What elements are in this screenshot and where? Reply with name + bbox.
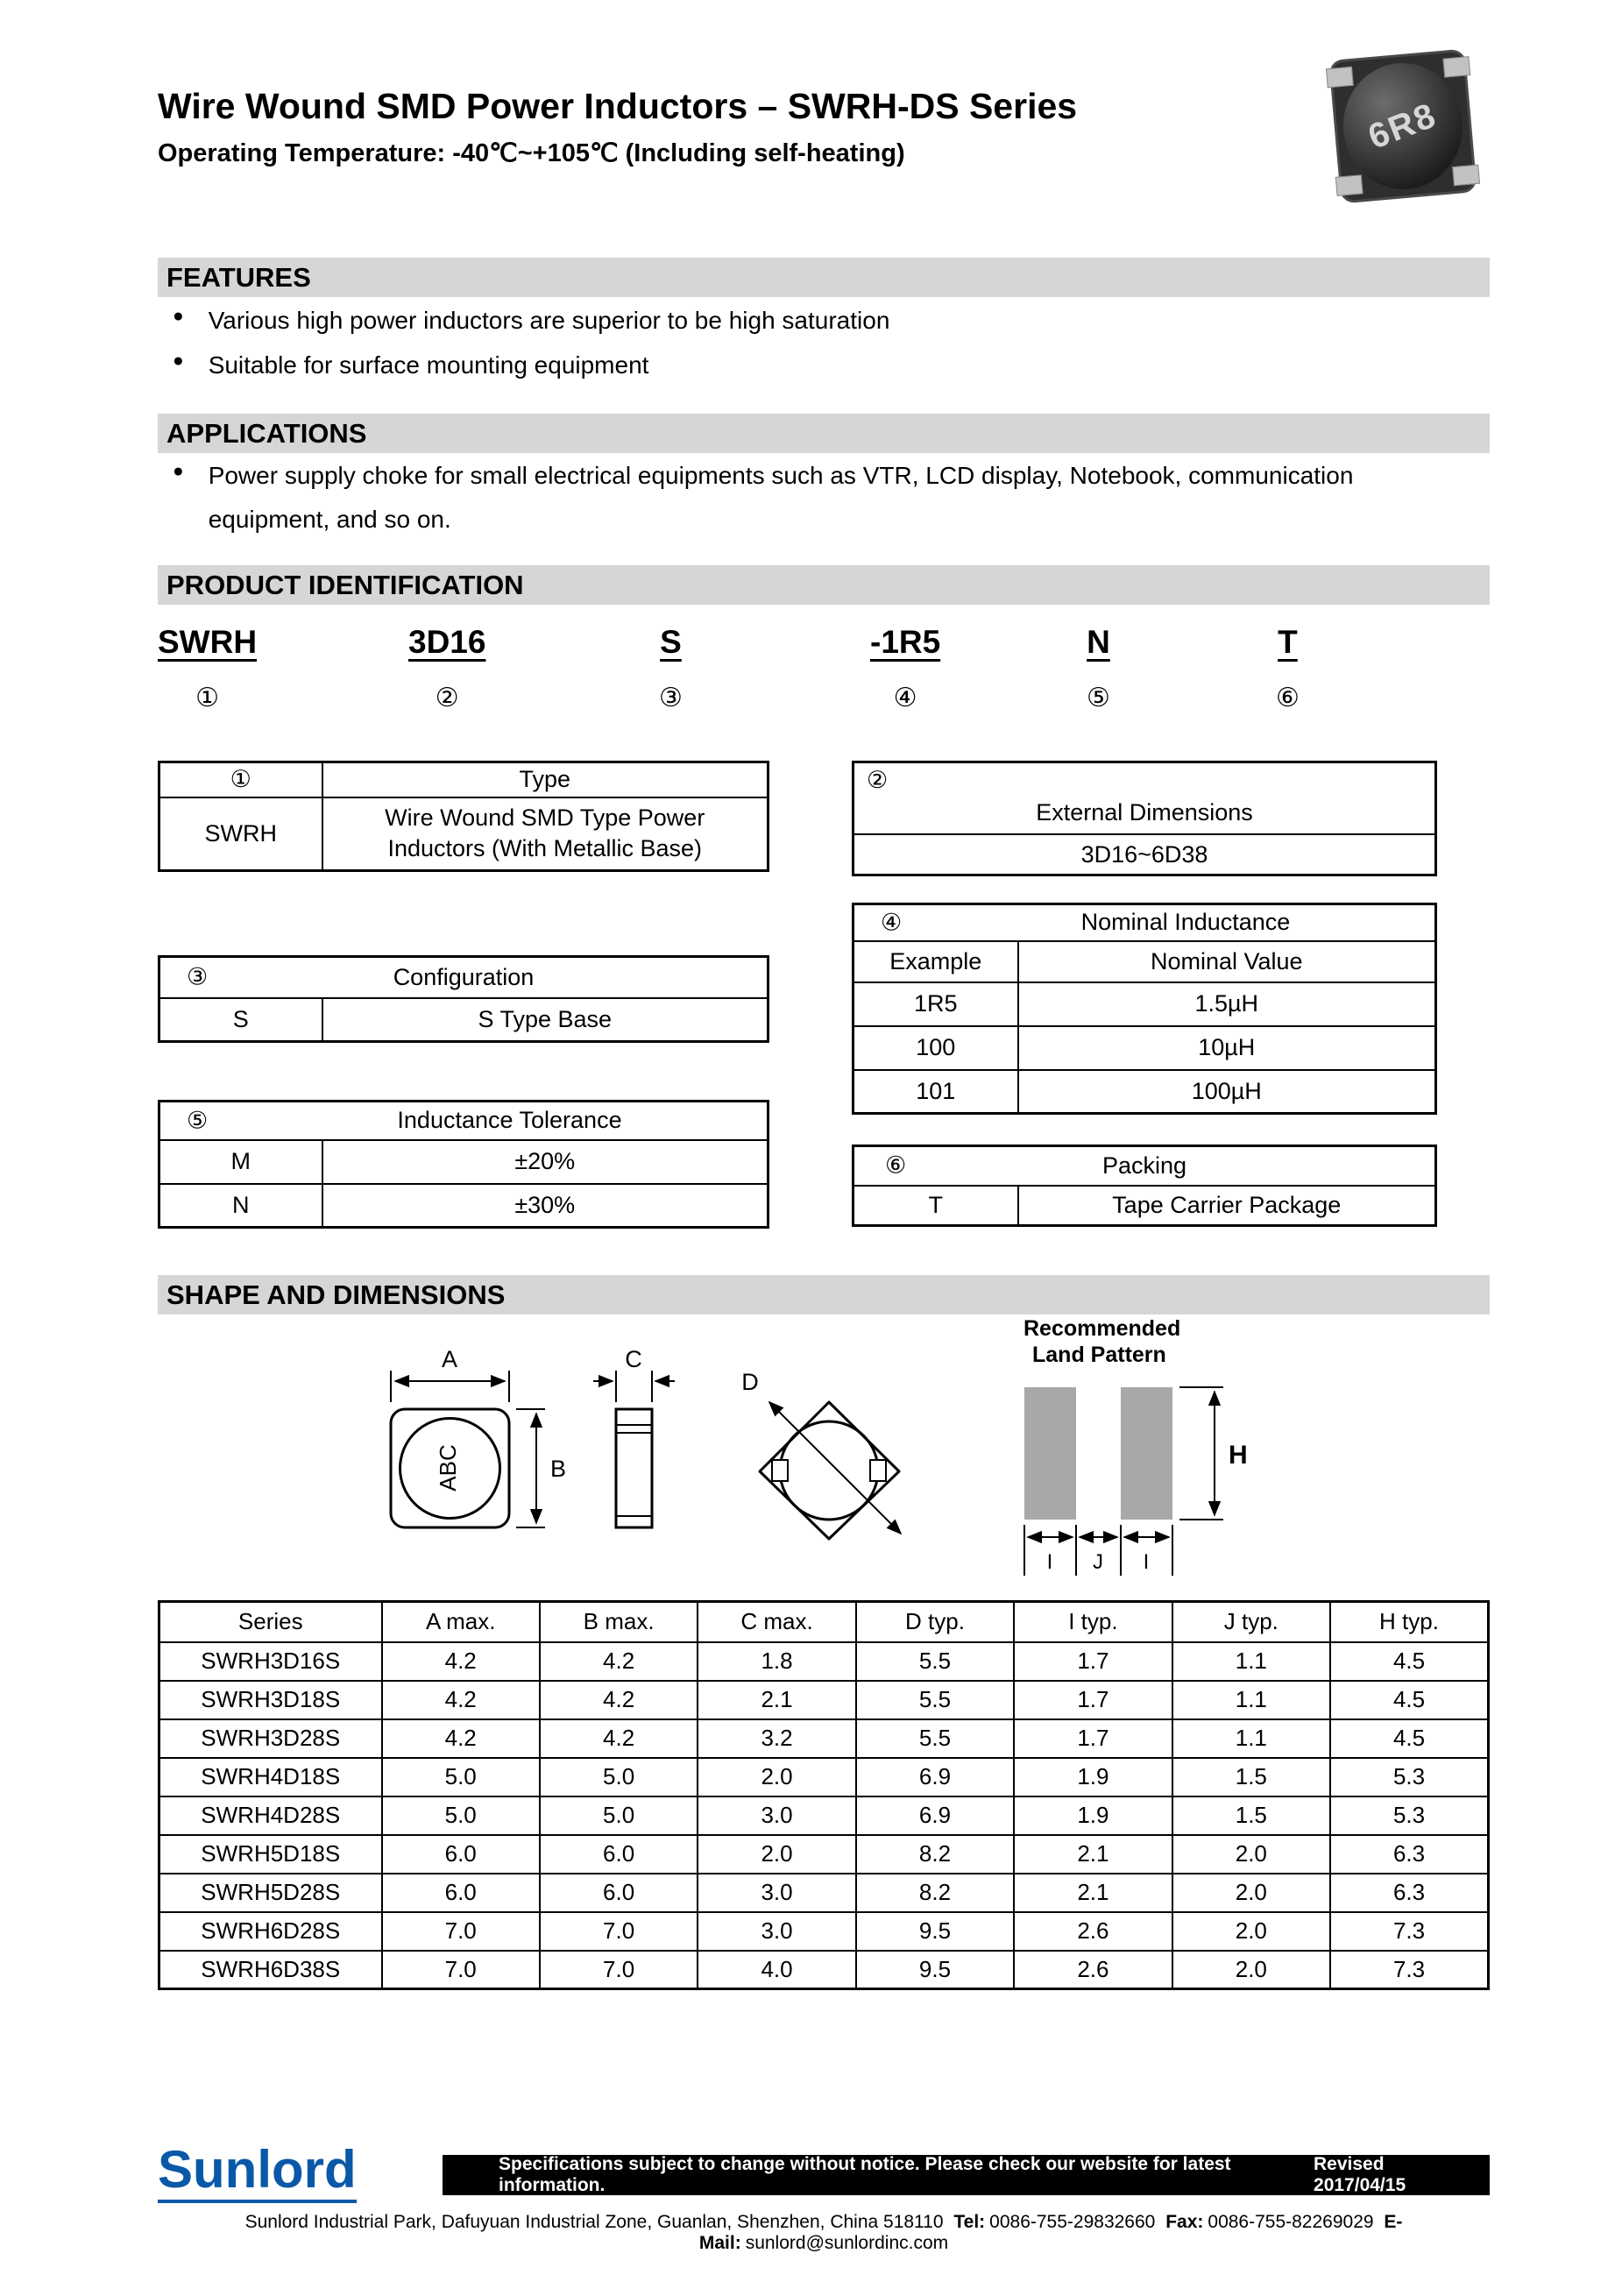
cell: 5.0 — [382, 1758, 540, 1796]
cell: 5.0 — [540, 1796, 698, 1835]
cell: 1.9 — [1014, 1796, 1172, 1835]
cell: 1.8 — [698, 1642, 855, 1681]
cell: 2.0 — [1172, 1951, 1330, 1989]
cell: 2.6 — [1014, 1951, 1172, 1989]
cell: 2.0 — [698, 1835, 855, 1874]
code-part — [158, 624, 257, 713]
col-header: B max. — [540, 1602, 698, 1642]
tel-number: 0086-755-29832660 — [989, 2212, 1156, 2232]
cell-code: 100 — [853, 1026, 1018, 1070]
fax-number: 0086-755-82269029 — [1208, 2212, 1374, 2232]
land-pattern-pads — [1024, 1387, 1172, 1520]
cell: 1.7 — [1014, 1719, 1172, 1758]
footer-notice: Specifications subject to change without notice. Please check our website for latest information. — [499, 2154, 1231, 2195]
cell-code: M — [159, 1140, 322, 1184]
cell-code: T — [853, 1186, 1018, 1226]
cell: 4.2 — [382, 1719, 540, 1758]
cell: 6.9 — [856, 1796, 1014, 1835]
cell: 1.7 — [1014, 1642, 1172, 1681]
packing-title: Packing — [1101, 1152, 1187, 1179]
code-mark-icon: ⑥ — [1276, 683, 1300, 712]
code-part — [1087, 624, 1110, 713]
table-row — [159, 1719, 1489, 1758]
cell: 2.0 — [1172, 1835, 1330, 1874]
cell: 4.5 — [1330, 1719, 1488, 1758]
cell: 5.0 — [382, 1796, 540, 1835]
inductor-marking: 6R8 — [1363, 95, 1442, 157]
code-mark-icon: ④ — [893, 683, 917, 712]
photo-terminal — [1442, 56, 1470, 78]
application-text: Power supply choke for small electrical equipments such as VTR, LCD display, Notebook, communication equipment, and so on. — [208, 462, 1354, 534]
tel-label: Tel: — [953, 2212, 986, 2232]
table-row — [853, 941, 1436, 982]
dim-a-lines — [391, 1371, 509, 1402]
sunlord-logo: Sunlord — [158, 2142, 357, 2203]
cell: 6.0 — [540, 1835, 698, 1874]
code-part — [408, 624, 485, 713]
code-part — [870, 624, 940, 713]
feature-text: Various high power inductors are superior to be high saturation — [208, 307, 890, 334]
cell-series: SWRH6D28S — [159, 1912, 382, 1951]
cell: 4.5 — [1330, 1642, 1488, 1681]
features-heading-banner — [158, 258, 1490, 297]
table-row — [853, 982, 1436, 1026]
cell: 5.5 — [856, 1642, 1014, 1681]
applications-heading: APPLICATIONS — [166, 417, 367, 449]
cell: 2.1 — [1014, 1874, 1172, 1912]
footer-address — [158, 2212, 1490, 2254]
cell: 7.0 — [382, 1951, 540, 1989]
dim-d-label: D — [741, 1369, 759, 1395]
photo-terminal — [1452, 165, 1480, 187]
photo-terminal — [1335, 174, 1363, 196]
cell: 2.1 — [1014, 1835, 1172, 1874]
cell-code: S — [159, 998, 322, 1042]
cell: 7.3 — [1330, 1951, 1488, 1989]
col-header: A max. — [382, 1602, 540, 1642]
land-pattern-label-line1: Recommended — [1023, 1316, 1181, 1341]
dim-b-label: B — [550, 1456, 567, 1482]
configuration-table — [158, 955, 769, 1043]
table-row — [159, 797, 769, 871]
cell-series: SWRH5D18S — [159, 1835, 382, 1874]
packing-mark: ⑥ — [885, 1152, 907, 1179]
table-row — [159, 1758, 1489, 1796]
cell: 3.2 — [698, 1719, 855, 1758]
table-row — [159, 957, 769, 998]
type-table-title: Type — [322, 762, 769, 797]
dim-i1-label: I — [1046, 1550, 1053, 1574]
dim-a-label: A — [441, 1346, 458, 1372]
cell: 7.0 — [540, 1912, 698, 1951]
cell-series: SWRH3D28S — [159, 1719, 382, 1758]
inductor-body — [1338, 58, 1468, 194]
cell: 5.5 — [856, 1681, 1014, 1719]
configuration-mark: ③ — [187, 963, 209, 990]
cell: 6.0 — [540, 1874, 698, 1912]
marking-text: ABC — [434, 1444, 461, 1492]
feature-item — [173, 299, 889, 343]
code-mark-icon: ① — [195, 683, 219, 712]
cell: 2.0 — [698, 1758, 855, 1796]
cell: 2.6 — [1014, 1912, 1172, 1951]
cell: 1.7 — [1014, 1681, 1172, 1719]
cell-code: 1R5 — [853, 982, 1018, 1026]
table-row — [159, 1951, 1489, 1989]
cell: 7.3 — [1330, 1912, 1488, 1951]
cell: 3.0 — [698, 1912, 855, 1951]
code-mark-icon: ③ — [659, 683, 683, 712]
dim-j-label: J — [1093, 1550, 1103, 1574]
nominal-inductance-header — [853, 904, 1436, 941]
product-identification-banner — [158, 565, 1490, 605]
page-subtitle: Operating Temperature: -40℃~+105℃ (Including self-heating) — [158, 139, 905, 167]
nominal-inductance-table — [852, 903, 1437, 1115]
page-title: Wire Wound SMD Power Inductors – SWRH-DS Series — [158, 86, 1078, 126]
table-row — [853, 1146, 1436, 1186]
product-photo — [1328, 49, 1477, 204]
cell-series: SWRH4D28S — [159, 1796, 382, 1835]
cell: 1.1 — [1172, 1719, 1330, 1758]
cell: 6.9 — [856, 1758, 1014, 1796]
table-row — [159, 1642, 1489, 1681]
cell: 1.1 — [1172, 1642, 1330, 1681]
cell-series: SWRH6D38S — [159, 1951, 382, 1989]
cell: 1.5 — [1172, 1758, 1330, 1796]
code-part — [1276, 624, 1300, 713]
code-mark-icon: ⑤ — [1087, 683, 1110, 712]
dim-h-label: H — [1229, 1441, 1248, 1470]
cell: 3.0 — [698, 1874, 855, 1912]
table-row — [159, 1681, 1489, 1719]
cell-series: SWRH3D16S — [159, 1642, 382, 1681]
cell: 6.3 — [1330, 1874, 1488, 1912]
cell: 3.0 — [698, 1796, 855, 1835]
table-row — [159, 1796, 1489, 1835]
nominal-inductance-title: Nominal Inductance — [1080, 909, 1291, 936]
cell: 1.1 — [1172, 1681, 1330, 1719]
company-address: Sunlord Industrial Park, Dafuyuan Industrial Zone, Guanlan, Shenzhen, China 518110 — [244, 2212, 944, 2232]
cell-code: N — [159, 1184, 322, 1228]
table-row — [853, 904, 1436, 941]
feature-text: Suitable for surface mounting equipment — [208, 351, 649, 379]
diagonal-view — [760, 1402, 899, 1539]
cell: 5.5 — [856, 1719, 1014, 1758]
code-segment: N — [1087, 624, 1110, 660]
applications-heading-banner — [158, 414, 1490, 453]
tolerance-header — [159, 1102, 769, 1140]
type-table — [158, 761, 769, 872]
side-view — [616, 1409, 652, 1527]
cell: 6.0 — [382, 1835, 540, 1874]
cell: 5.3 — [1330, 1758, 1488, 1796]
cell-desc: S Type Base — [322, 998, 769, 1042]
email-label: E-Mail: — [698, 2212, 1403, 2253]
nominal-inductance-mark: ④ — [881, 909, 903, 936]
table-row — [159, 998, 769, 1042]
cell: 6.0 — [382, 1874, 540, 1912]
cell: 4.5 — [1330, 1681, 1488, 1719]
email-address: sunlord@sunlordinc.com — [745, 2233, 949, 2253]
table-row — [159, 1874, 1489, 1912]
code-segment: 3D16 — [408, 624, 486, 660]
cell: 4.2 — [382, 1681, 540, 1719]
dim-h-lines — [1179, 1387, 1223, 1520]
cell: 8.2 — [856, 1874, 1014, 1912]
table-row — [853, 1186, 1436, 1226]
cell: 5.0 — [540, 1758, 698, 1796]
cell: 2.0 — [1172, 1912, 1330, 1951]
dim-c-lines — [593, 1371, 675, 1402]
shape-drawing — [158, 1316, 1490, 1590]
cell: 4.2 — [540, 1642, 698, 1681]
col-header: H typ. — [1330, 1602, 1488, 1642]
col-header: Series — [159, 1602, 382, 1642]
land-pattern-label-line2: Land Pattern — [1032, 1343, 1166, 1367]
cell: 7.0 — [382, 1912, 540, 1951]
cell-value: ±20% — [322, 1140, 769, 1184]
application-item — [173, 454, 1418, 542]
cell-desc: Wire Wound SMD Type Power Inductors (With Metallic Base) — [322, 797, 769, 871]
table-row — [159, 1102, 769, 1140]
shape-dimensions-banner — [158, 1275, 1490, 1315]
footer-revised-date: Revised 2017/04/15 — [1314, 2154, 1406, 2195]
tolerance-table — [158, 1100, 769, 1229]
table-row — [853, 1070, 1436, 1114]
dimensions-table — [158, 1600, 1490, 1990]
shape-dimensions-heading: SHAPE AND DIMENSIONS — [166, 1279, 506, 1310]
code-segment: T — [1278, 624, 1298, 660]
table-row — [159, 1140, 769, 1184]
configuration-title: Configuration — [393, 963, 535, 990]
cell-series: SWRH3D18S — [159, 1681, 382, 1719]
cell: 4.2 — [540, 1719, 698, 1758]
configuration-header — [159, 957, 769, 998]
cell-series: SWRH4D18S — [159, 1758, 382, 1796]
table-row — [159, 762, 769, 797]
table-row — [159, 1835, 1489, 1874]
external-dimensions-header — [854, 763, 1434, 835]
bullet-icon: ● — [173, 461, 184, 481]
code-segment: SWRH — [158, 624, 258, 660]
col-header: I typ. — [1014, 1602, 1172, 1642]
external-dimensions-title: External Dimensions — [1036, 799, 1253, 826]
external-dimensions-value: 3D16~6D38 — [1080, 840, 1208, 868]
product-identification-heading: PRODUCT IDENTIFICATION — [166, 569, 524, 600]
tolerance-title: Inductance Tolerance — [397, 1107, 622, 1134]
fax-label: Fax: — [1165, 2212, 1204, 2232]
cell-series: SWRH5D28S — [159, 1874, 382, 1912]
cell: 2.1 — [698, 1681, 855, 1719]
cell-value: 1.5µH — [1018, 982, 1436, 1026]
cell: 9.5 — [856, 1951, 1014, 1989]
cell: 4.2 — [540, 1681, 698, 1719]
table-row — [159, 1912, 1489, 1951]
tolerance-mark: ⑤ — [187, 1107, 209, 1134]
cell: 9.5 — [856, 1912, 1014, 1951]
cell: 4.0 — [698, 1951, 855, 1989]
cell-value: 100µH — [1018, 1070, 1436, 1114]
bullet-icon: ● — [173, 351, 184, 371]
cell: 5.3 — [1330, 1796, 1488, 1835]
cell: 2.0 — [1172, 1874, 1330, 1912]
cell: 4.2 — [382, 1642, 540, 1681]
footer-bar — [443, 2155, 1490, 2195]
bullet-icon: ● — [173, 306, 184, 326]
type-table-mark: ① — [159, 762, 322, 797]
cell-value: 10µH — [1018, 1026, 1436, 1070]
table-row — [159, 1184, 769, 1228]
col-header: J typ. — [1172, 1602, 1330, 1642]
code-segment: S — [660, 624, 682, 660]
table-row — [853, 1026, 1436, 1070]
cell-code: SWRH — [159, 797, 322, 871]
code-segment: -1R5 — [870, 624, 941, 660]
cell: 8.2 — [856, 1835, 1014, 1874]
cell: 1.5 — [1172, 1796, 1330, 1835]
table-header-row — [159, 1602, 1489, 1642]
packing-header — [853, 1146, 1436, 1186]
col-header: Example — [853, 941, 1018, 982]
external-dimensions-table — [852, 761, 1437, 876]
photo-terminal — [1326, 67, 1354, 89]
cell-value: Tape Carrier Package — [1018, 1186, 1436, 1226]
col-header: D typ. — [856, 1602, 1014, 1642]
cell-value: ±30% — [322, 1184, 769, 1228]
col-header: Nominal Value — [1018, 941, 1436, 982]
external-dimensions-mark: ② — [867, 767, 889, 793]
dim-i2-label: I — [1143, 1550, 1150, 1574]
packing-table — [852, 1144, 1437, 1227]
features-heading: FEATURES — [166, 261, 311, 293]
dim-c-label: C — [625, 1346, 642, 1372]
cell: 1.9 — [1014, 1758, 1172, 1796]
code-mark-icon: ② — [435, 683, 459, 712]
cell-code: 101 — [853, 1070, 1018, 1114]
col-header: C max. — [698, 1602, 855, 1642]
dim-b-lines — [516, 1409, 545, 1527]
code-part — [659, 624, 683, 713]
cell: 7.0 — [540, 1951, 698, 1989]
feature-item — [173, 344, 648, 387]
cell: 6.3 — [1330, 1835, 1488, 1874]
